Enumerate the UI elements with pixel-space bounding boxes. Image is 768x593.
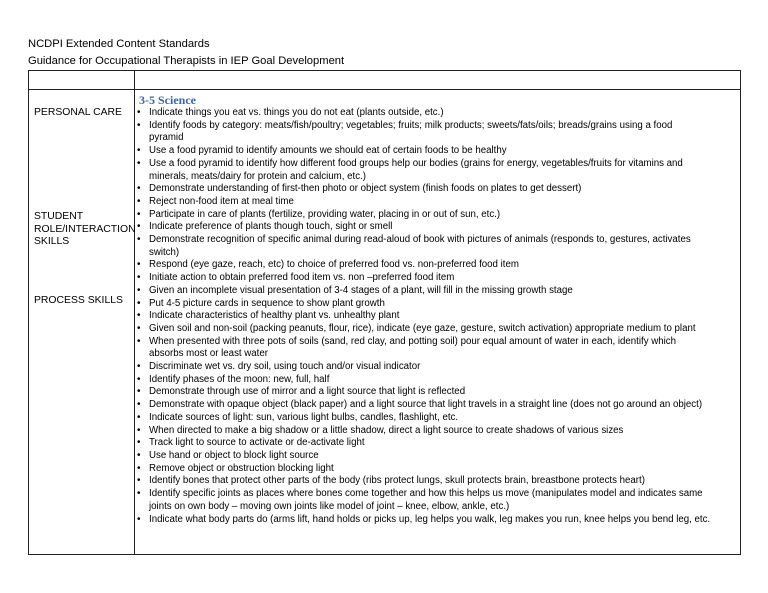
- list-item: • When presented with three pots of soils (sand, red clay, and potting soil) pour equal amount of water in each, identify which: [136, 336, 736, 349]
- header-line-2: Guidance for Occupational Therapists in IEP Goal Development: [28, 55, 345, 67]
- header-line-1: NCDPI Extended Content Standards: [28, 38, 210, 50]
- standards-table: [28, 70, 741, 555]
- list-item: • Demonstrate recognition of specific animal during read-aloud of book with pictures of animals (responds to, gestures, activates: [136, 234, 736, 247]
- list-item: • Identify phases of the moon: new, full, half: [136, 374, 736, 387]
- list-item: • Indicate what body parts do (arms lift, hand holds or picks up, leg helps you walk, leg makes you run, knee helps you bend leg, etc.: [136, 514, 736, 527]
- category-student-role-interaction-skills: [34, 211, 136, 249]
- list-item: • Indicate preference of plants though touch, sight or smell: [136, 221, 736, 234]
- list-item: • Identify specific joints as places where bones come together and how this helps us move (manipulates model and indicates same: [136, 488, 736, 501]
- list-item: • Demonstrate understanding of first-then photo or object system (finish foods on plates to get dessert): [136, 183, 736, 196]
- list-item-continuation: pyramid: [149, 132, 184, 144]
- table-top-row: [29, 71, 740, 90]
- list-item: • Respond (eye gaze, reach, etc) to choice of preferred food vs. non-preferred food item: [136, 259, 736, 272]
- list-item: • Use hand or object to block light source: [136, 450, 736, 463]
- list-item: • Demonstrate through use of mirror and a light source that light is reflected: [136, 386, 736, 399]
- document-header: [28, 36, 344, 70]
- list-item: • Track light to source to activate or de-activate light: [136, 437, 736, 450]
- list-item: • Indicate sources of light: sun, various light bulbs, candles, flashlight, etc.: [136, 412, 736, 425]
- list-item-continuation: minerals, meats/dairy for protein and calcium, etc.): [149, 170, 366, 182]
- list-item-continuation: absorbs most or least water: [149, 348, 268, 360]
- list-item: • Use a food pyramid to identify amounts we should eat of certain foods to be healthy: [136, 145, 736, 158]
- category-line: ROLE/INTERACTION: [34, 223, 136, 235]
- list-item: • Identify foods by category: meats/fish/poultry; vegetables; fruits; milk products; sweets/fats/oils; breads/grains using a food: [136, 120, 736, 133]
- list-item: • Identify bones that protect other parts of the body (ribs protect lungs, skull protects brain, breastbone protects heart): [136, 475, 736, 488]
- list-item: • Put 4-5 picture cards in sequence to show plant growth: [136, 298, 736, 311]
- list-item: • Participate in care of plants (fertilize, providing water, placing in or out of sun, etc.): [136, 209, 736, 222]
- category-line: STUDENT: [34, 211, 84, 222]
- list-item: • Indicate characteristics of healthy plant vs. unhealthy plant: [136, 310, 736, 323]
- list-item: • Given an incomplete visual presentation of 3-4 stages of a plant, will fill in the missing growth stage: [136, 285, 736, 298]
- category-line: SKILLS: [34, 236, 70, 248]
- list-item: • Initiate action to obtain preferred food item vs. non –preferred food item: [136, 272, 736, 285]
- list-item-continuation: switch): [149, 246, 180, 258]
- section-title: 3-5 Science: [139, 93, 196, 107]
- list-item: • When directed to make a big shadow or a little shadow, direct a light source to create shadows of various sizes: [136, 425, 736, 438]
- category-process-skills: PROCESS SKILLS: [34, 295, 123, 306]
- column-divider: [134, 71, 135, 554]
- category-personal-care: PERSONAL CARE: [34, 107, 122, 118]
- list-item: • Use a food pyramid to identify how different food groups help our bodies (grains for energy, vegetables/fruits for vitamins and: [136, 158, 736, 171]
- list-item: • Discriminate wet vs. dry soil, using touch and/or visual indicator: [136, 361, 736, 374]
- list-item: • Remove object or obstruction blocking light: [136, 463, 736, 476]
- list-item: • Reject non-food item at meal time: [136, 196, 736, 209]
- list-item: • Demonstrate with opaque object (black paper) and a light source that light travels in a straight line (does not go around an object): [136, 399, 736, 412]
- standards-list: [136, 107, 736, 526]
- list-item: • Given soil and non-soil (packing peanuts, flour, rice), indicate (eye gaze, gesture, switch activation) appropriate medium to plant: [136, 323, 736, 336]
- list-item: • Indicate things you eat vs. things you do not eat (plants outside, etc.): [136, 107, 736, 120]
- list-item-continuation: joints on own body – moving own joints like model of joint – knee, elbow, ankle, etc.): [149, 500, 510, 512]
